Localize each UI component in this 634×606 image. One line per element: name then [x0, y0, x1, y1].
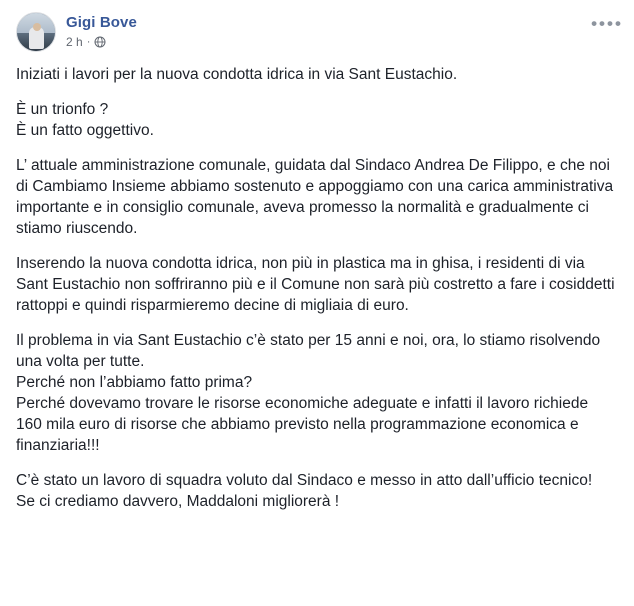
meta-separator: · [86, 36, 91, 48]
post-meta [66, 35, 137, 49]
post-paragraph: Il problema in via Sant Eustachio c’è stato per 15 anni e noi, ora, lo stiamo risolvendo una volta per tutte. [16, 332, 601, 370]
post-body [0, 58, 634, 512]
avatar-head [33, 23, 41, 31]
post-paragraph: L’ attuale amministrazione comunale, guidata dal Sindaco Andrea De Filippo, e che noi di Cambiamo Insieme abbiamo sostenuto e appoggiamo con una carica amministrativa importante e in consiglio comunale, aveva promesso la normalità e gradualmente ci stiamo riuscendo. [16, 157, 614, 237]
post-paragraph: C’è stato un lavoro di squadra voluto dal Sindaco e messo in atto dall’ufficio tecnico! [16, 472, 593, 489]
post-paragraph: È un fatto oggettivo. [16, 122, 154, 139]
post-paragraph: Perché non l’abbiamo fatto prima? [16, 374, 253, 391]
post-paragraph: Perché dovevamo trovare le risorse economiche adeguate e infatti il lavoro richiede 160 mila euro di risorse che abbiamo previsto nella programmazione economica e finanziaria!!! [16, 395, 589, 454]
post-header [0, 0, 634, 58]
post-paragraph: Inserendo la nuova condotta idrica, non più in plastica ma in ghisa, i residenti di via Sant Eustachio non soffriranno più e il Comune non sarà più costretto a fare i cosiddetti rattoppi e quindi risparmieremo decine di migliaia di euro. [16, 255, 615, 314]
post-timestamp[interactable]: 2 h [66, 35, 83, 49]
author-name[interactable]: Gigi Bove [66, 14, 137, 31]
post-header-text [66, 12, 137, 49]
post-paragraph: Se ci crediamo davvero, Maddaloni migliorerà ! [16, 493, 340, 510]
avatar[interactable] [16, 12, 56, 52]
post-paragraph: È un trionfo ? [16, 101, 109, 118]
globe-icon[interactable] [94, 36, 106, 48]
post-options-button[interactable]: •••• [591, 14, 623, 33]
post-paragraph: Iniziati i lavori per la nuova condotta idrica in via Sant Eustachio. [16, 66, 458, 83]
